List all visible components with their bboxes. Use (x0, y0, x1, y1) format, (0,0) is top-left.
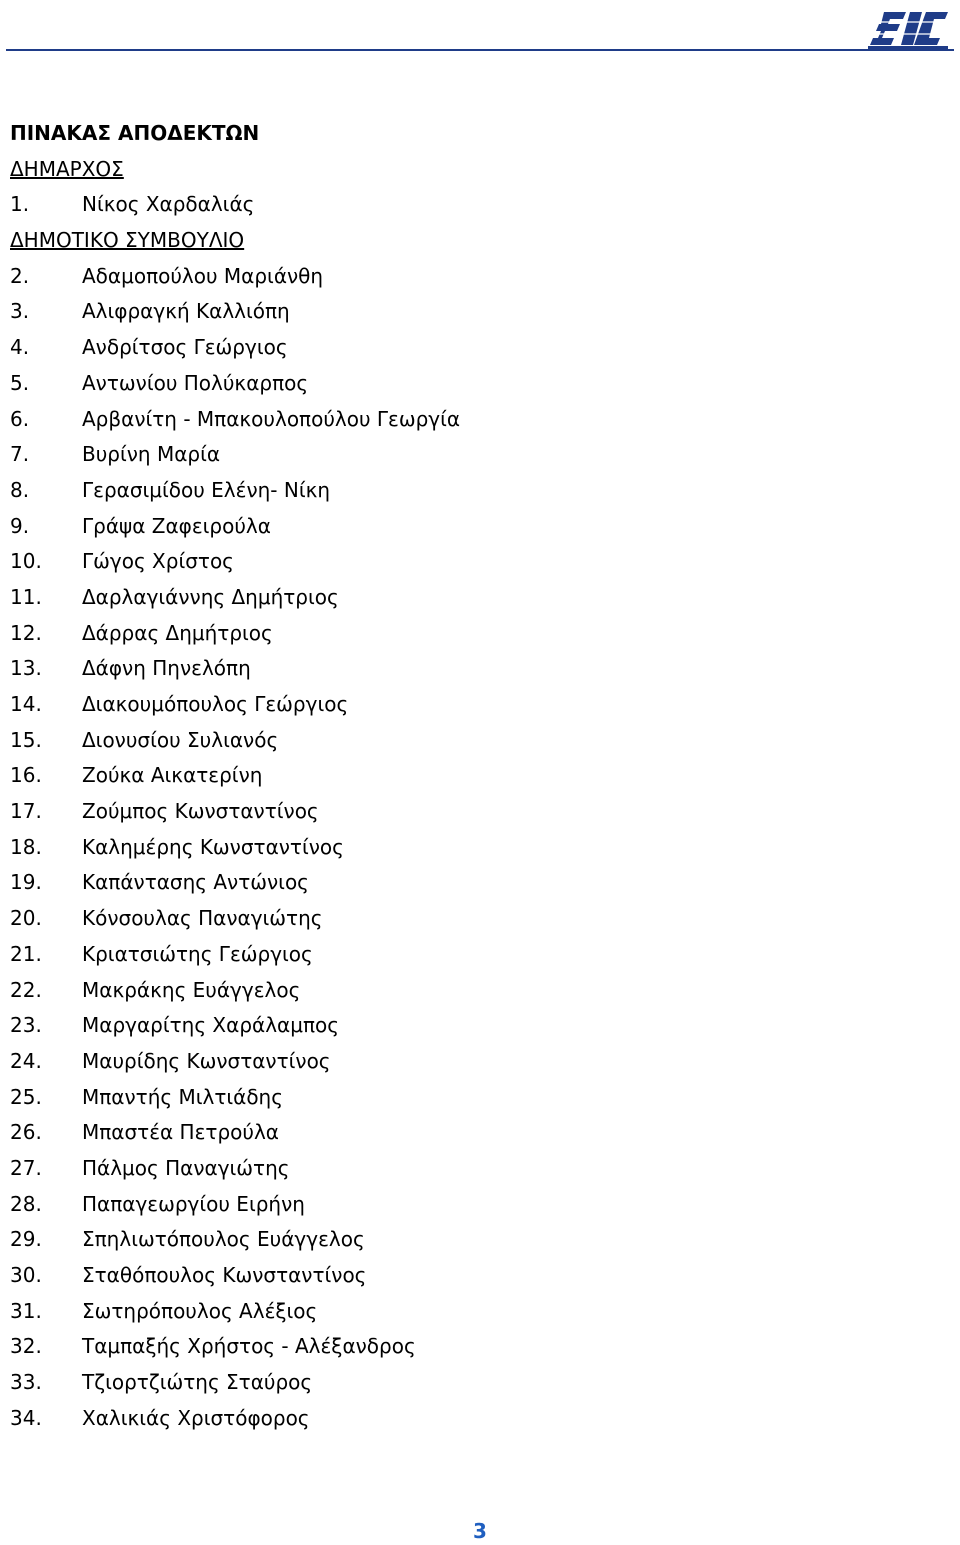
list-item-name: Διακουμόπουλος Γεώργιος (82, 692, 349, 716)
list-item (10, 830, 910, 866)
list-item-name: Αλιφραγκή Καλλιόπη (82, 299, 290, 324)
list-item-name: Αρβανίτη - Μπακουλοπούλου Γεωργία (82, 406, 461, 431)
list-item-number: 3. (10, 299, 30, 324)
list-item (10, 1365, 910, 1401)
list-item-name: Αντωνίου Πολύκαρπος (82, 370, 309, 395)
list-item-name: Καλημέρης Κωνσταντίνος (82, 834, 344, 859)
list-item-number: 21. (10, 941, 42, 966)
list-item (10, 1222, 910, 1258)
list-item-name: Δάρρας Δημήτριος (82, 620, 273, 645)
list-item-name: Μπαστέα Πετρούλα (82, 1120, 279, 1145)
sections-container (10, 152, 910, 1437)
section-heading: ΔΗΜΑΡΧΟΣ (10, 156, 124, 181)
list-item (10, 1294, 910, 1330)
list-item-number: 26. (10, 1120, 42, 1145)
tee-logo-icon (866, 10, 950, 50)
list-item (10, 437, 910, 473)
list-item-number: 33. (10, 1370, 42, 1395)
list-item (10, 865, 910, 901)
list-item-number: 9. (10, 513, 30, 538)
list-item (10, 1008, 910, 1044)
list-item-number: 15. (10, 727, 42, 752)
list-item (10, 1187, 910, 1223)
list-item-number: 34. (10, 1405, 42, 1430)
list-item-number: 19. (10, 870, 42, 895)
list-item-name: Μακράκης Ευάγγελος (82, 977, 301, 1002)
list-item-number: 14. (10, 692, 42, 716)
list-item-name: Κόνσουλας Παναγιώτης (82, 906, 323, 931)
list-item-number: 32. (10, 1334, 42, 1359)
page-number: 3 (473, 1519, 487, 1543)
list-item-number: 4. (10, 335, 30, 360)
list-item-name: Μαυρίδης Κωνσταντίνος (82, 1048, 331, 1073)
list-item-number: 5. (10, 370, 30, 395)
list-item (10, 1329, 910, 1365)
list-item (10, 1044, 910, 1080)
list-item (10, 616, 910, 652)
list-item-name: Παπαγεωργίου Ειρήνη (82, 1191, 305, 1216)
list-item (10, 937, 910, 973)
list-item (10, 330, 910, 366)
list-item-number: 6. (10, 406, 30, 431)
list-item (10, 1258, 910, 1294)
list-item (10, 509, 910, 545)
list-item-name: Ταμπαξής Χρήστος - Αλέξανδρος (82, 1334, 416, 1359)
list-item-name: Σταθόπουλος Κωνσταντίνος (82, 1263, 367, 1287)
list-item-number: 2. (10, 263, 30, 288)
list-item-number: 7. (10, 442, 30, 467)
header-divider (6, 49, 954, 51)
list-item (10, 294, 910, 330)
list-item (10, 1115, 910, 1151)
list-item-number: 13. (10, 656, 42, 681)
list-item (10, 544, 910, 580)
list-item-number: 25. (10, 1084, 42, 1109)
list-item-name: Δαρλαγιάννης Δημήτριος (82, 584, 339, 609)
list-item-name: Καπάντασης Αντώνιος (82, 870, 309, 895)
list-item-name: Βυρίνη Μαρία (82, 442, 221, 467)
list-item (10, 651, 910, 687)
list-item-number: 20. (10, 906, 42, 931)
list-item (10, 402, 910, 438)
list-item (10, 580, 910, 616)
list-item (10, 187, 910, 223)
recipients-list (10, 116, 910, 1436)
list-item-name: Ζούμπος Κωνσταντίνος (82, 799, 319, 824)
list-item (10, 1151, 910, 1187)
list-item (10, 723, 910, 759)
list-item-number: 8. (10, 477, 30, 502)
list-item-name: Χαλικιάς Χριστόφορος (82, 1405, 310, 1430)
list-item-name: Ζούκα Αικατερίνη (82, 763, 263, 788)
list-item (10, 973, 910, 1009)
list-item-number: 24. (10, 1048, 42, 1073)
list-item-name: Πάλμος Παναγιώτης (82, 1155, 290, 1180)
page-title: ΠΙΝΑΚΑΣ ΑΠΟΔΕΚΤΩΝ (10, 121, 260, 145)
list-item-number: 17. (10, 799, 42, 824)
list-item-name: Μαργαρίτης Χαράλαμπος (82, 1013, 339, 1038)
section-heading: ΔΗΜΟΤΙΚΟ ΣΥΜΒΟΥΛΙΟ (10, 228, 245, 253)
list-item (10, 901, 910, 937)
list-item-number: 16. (10, 763, 42, 788)
list-item-number: 11. (10, 584, 42, 609)
list-item-number: 18. (10, 834, 42, 859)
list-item-name: Κριατσιώτης Γεώργιος (82, 941, 313, 966)
list-item-number: 31. (10, 1298, 42, 1323)
list-item-name: Ανδρίτσος Γεώργιος (82, 335, 288, 360)
list-item-number: 10. (10, 549, 42, 574)
list-item-name: Γράψα Ζαφειρούλα (82, 513, 271, 538)
list-item-number: 27. (10, 1155, 42, 1180)
list-item (10, 758, 910, 794)
list-item-number: 12. (10, 620, 42, 645)
list-item-name: Νίκος Χαρδαλιάς (82, 192, 255, 217)
list-item-name: Τζιορτζιώτης Σταύρος (82, 1370, 313, 1395)
list-item (10, 473, 910, 509)
list-item (10, 794, 910, 830)
list-item-number: 29. (10, 1227, 42, 1252)
list-item-name: Διονυσίου Συλιανός (82, 727, 279, 752)
list-item-number: 23. (10, 1013, 42, 1038)
list-item-number: 30. (10, 1263, 42, 1287)
list-item (10, 366, 910, 402)
list-item (10, 687, 910, 723)
list-item-number: 22. (10, 977, 42, 1002)
list-item-name: Σπηλιωτόπουλος Ευάγγελος (82, 1227, 365, 1252)
list-item (10, 1401, 910, 1437)
list-item (10, 1080, 910, 1116)
list-item-number: 28. (10, 1191, 42, 1216)
list-item-number: 1. (10, 192, 30, 217)
list-item-name: Αδαμοπούλου Μαριάνθη (82, 263, 324, 288)
list-item-name: Γώγος Χρίστος (82, 549, 234, 574)
list-item (10, 259, 910, 295)
list-item-name: Δάφνη Πηνελόπη (82, 656, 251, 681)
list-item-name: Γερασιμίδου Ελένη- Νίκη (82, 477, 331, 502)
list-item-name: Μπαντής Μιλτιάδης (82, 1084, 283, 1109)
list-item-name: Σωτηρόπουλος Αλέξιος (82, 1298, 318, 1323)
